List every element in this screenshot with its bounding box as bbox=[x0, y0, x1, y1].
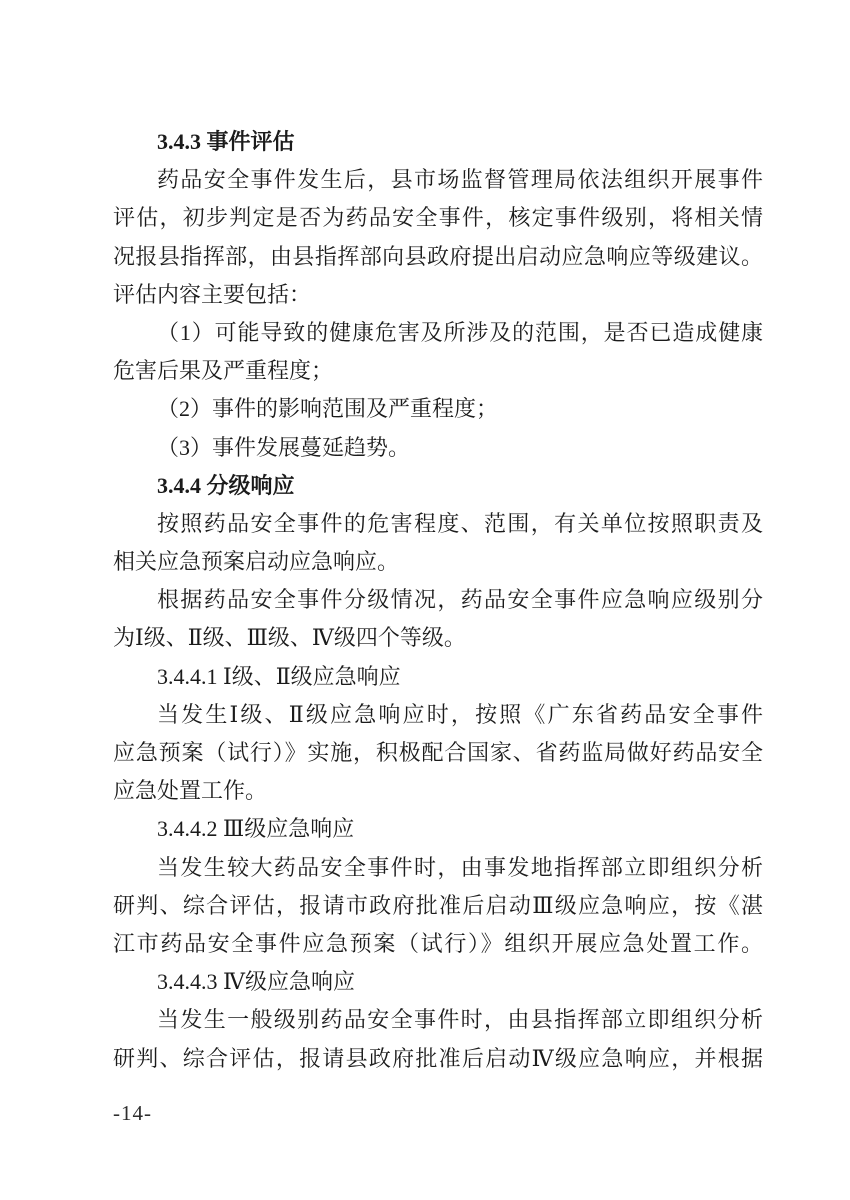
text-line: 评估，初步判定是否为药品安全事件，核定事件级别，将相关情 bbox=[113, 205, 763, 231]
subheading-3-4-4-3: 3.4.4.3 Ⅳ级应急响应 bbox=[157, 969, 355, 995]
page-number: -14- bbox=[113, 1101, 152, 1125]
text-line: 应急处置工作。 bbox=[113, 778, 268, 804]
text-line: 况报县指挥部，由县指挥部向县政府提出启动应急响应等级建议。 bbox=[113, 243, 763, 269]
text-line: 当发生一般级别药品安全事件时，由县指挥部立即组织分析 bbox=[157, 1007, 763, 1033]
text-line: 按照药品安全事件的危害程度、范围，有关单位按照职责及 bbox=[157, 510, 763, 536]
text-line: 相关应急预案启动应急响应。 bbox=[113, 549, 400, 575]
text-line: 当发生较大药品安全事件时，由事发地指挥部立即组织分析 bbox=[157, 854, 763, 880]
text-line: 研判、综合评估，报请市政府批准后启动Ⅲ级应急响应，按《湛 bbox=[113, 892, 763, 918]
text-line: 应急预案（试行）》实施，积极配合国家、省药监局做好药品安全 bbox=[113, 740, 763, 765]
text-line: 药品安全事件发生后，县市场监督管理局依法组织开展事件 bbox=[157, 167, 763, 193]
text-line: 研判、综合评估，报请县政府批准后启动Ⅳ级应急响应，并根据 bbox=[113, 1045, 763, 1071]
list-item-3-line: （3）事件发展蔓延趋势。 bbox=[157, 434, 411, 460]
subheading-3-4-4-2: 3.4.4.2 Ⅲ级应急响应 bbox=[157, 816, 355, 842]
text-line: 为Ⅰ级、Ⅱ级、Ⅲ级、Ⅳ级四个等级。 bbox=[113, 625, 466, 651]
heading-3-4-3: 3.4.3 事件评估 bbox=[157, 129, 295, 154]
subheading-3-4-4-1: 3.4.4.1 Ⅰ级、Ⅱ级应急响应 bbox=[157, 663, 401, 689]
text-line: 根据药品安全事件分级情况，药品安全事件应急响应级别分 bbox=[157, 587, 763, 613]
list-item-1-line: 危害后果及严重程度； bbox=[113, 358, 334, 384]
text-line: 评估内容主要包括： bbox=[113, 281, 312, 307]
text-line: 江市药品安全事件应急预案（试行）》组织开展应急处置工作。 bbox=[113, 930, 763, 956]
document-body bbox=[113, 123, 763, 1078]
list-item-1-line: （1）可能导致的健康危害及所涉及的范围，是否已造成健康 bbox=[157, 319, 763, 345]
text-line: 当发生Ⅰ级、Ⅱ级应急响应时，按照《广东省药品安全事件 bbox=[157, 701, 763, 727]
list-item-2-line: （2）事件的影响范围及严重程度； bbox=[157, 396, 499, 422]
heading-3-4-4: 3.4.4 分级响应 bbox=[157, 472, 295, 498]
